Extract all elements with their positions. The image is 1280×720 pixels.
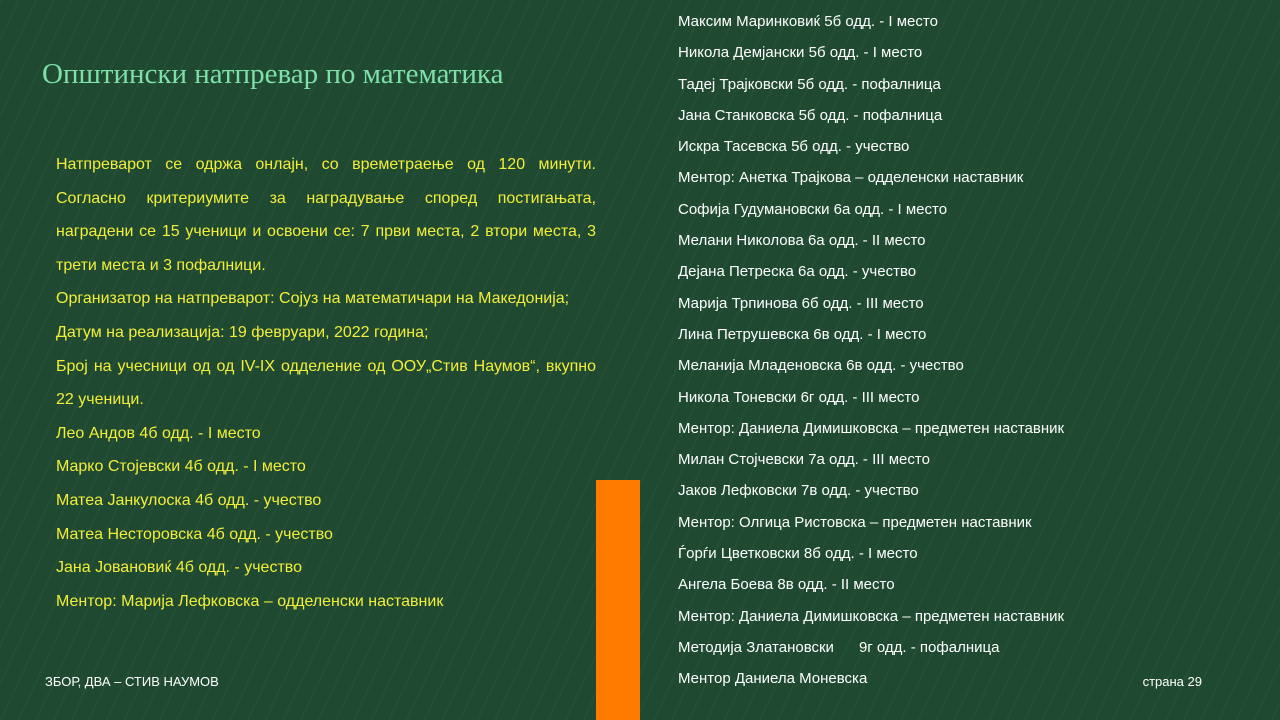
list-item: Ѓорѓи Цветковски 8б одд. - I место [678,545,918,563]
right-column [678,6,1268,695]
list-item: Јаков Лефковски 7в одд. - учество [678,482,919,500]
mentor-line: Ментор: Даниела Димишковска – предметен наставник [678,607,1065,625]
list-item: Матеа Јанкулоска 4б одд. - учество [56,491,322,509]
list-item: Марко Стојевски 4б одд. - I место [56,458,306,476]
mentor-line: Ментор: Олгица Ристовска – предметен наставник [678,513,1032,531]
list-item: Лина Петрушевска 6в одд. - I место [678,325,927,343]
slide-title: Општински натпревар по математика [42,58,504,90]
list-item: Мелани Николова 6а одд. - II место [678,232,926,250]
intro-paragraph: Натпреварот се одржа онлајн, со времетраење од 120 минути. Согласно критериумите за наградување според постигањата, наградени се 15 ученици и освоени се: 7 први места, 2 втори места, 3 трети места и 3 пофалници. [56,156,596,274]
list-item: Софија Гудумановски 6а одд. - I место [678,200,948,218]
list-item: Марија Трпинова 6б одд. - III место [678,294,924,312]
list-item: Искра Тасевска 5б одд. - учество [678,138,910,156]
orange-accent-bar [596,480,640,720]
mentor-line: Ментор: Анетка Трајкова – одделенски наставник [678,169,1024,187]
list-item: Максим Маринковиќ 5б одд. - I место [678,13,938,30]
left-column [56,148,596,618]
participants-text: Број на учесници од од IV-IX одделение од ООУ„Стив Наумов“, вкупно 22 ученици. [56,357,596,409]
page-number: страна 29 [1142,674,1202,689]
list-item: Јана Јовановиќ 4б одд. - учество [56,559,302,577]
list-item: Јана Станковска 5б одд. - пофалница [678,106,943,124]
list-item: Милан Стојчевски 7а одд. - III место [678,451,930,469]
list-item: Меланија Младеновска 6в одд. - учество [678,357,964,375]
list-item: Никола Тоневски 6г одд. - III место [678,388,920,406]
footer-title: ЗБОР, ДВА – СТИВ НАУМОВ [45,674,219,689]
mentor-line: Ментор Даниела Моневска [678,670,868,688]
mentor-line: Ментор: Марија Лефковска – одделенски наставник [56,592,444,610]
list-item: Матеа Несторовска 4б одд. - учество [56,525,333,543]
organizer-text: Организатор на натпреварот: Сојуз на математичари на Македонија; [56,290,570,308]
list-item: Дејана Петреска 6а одд. - учество [678,263,917,281]
mentor-line: Ментор: Даниела Димишковска – предметен наставник [678,419,1065,437]
date-text: Датум на реализација: 19 февруари, 2022 година; [56,323,429,341]
list-item: Ангела Боева 8в одд. - II место [678,576,895,594]
list-item: Тадеј Трајковски 5б одд. - пофалница [678,75,941,93]
list-item: Методија Златановски 9г одд. - пофалница [678,638,1000,656]
list-item: Лео Андов 4б одд. - I место [56,424,261,442]
list-item: Никола Демјански 5б одд. - I место [678,44,923,62]
